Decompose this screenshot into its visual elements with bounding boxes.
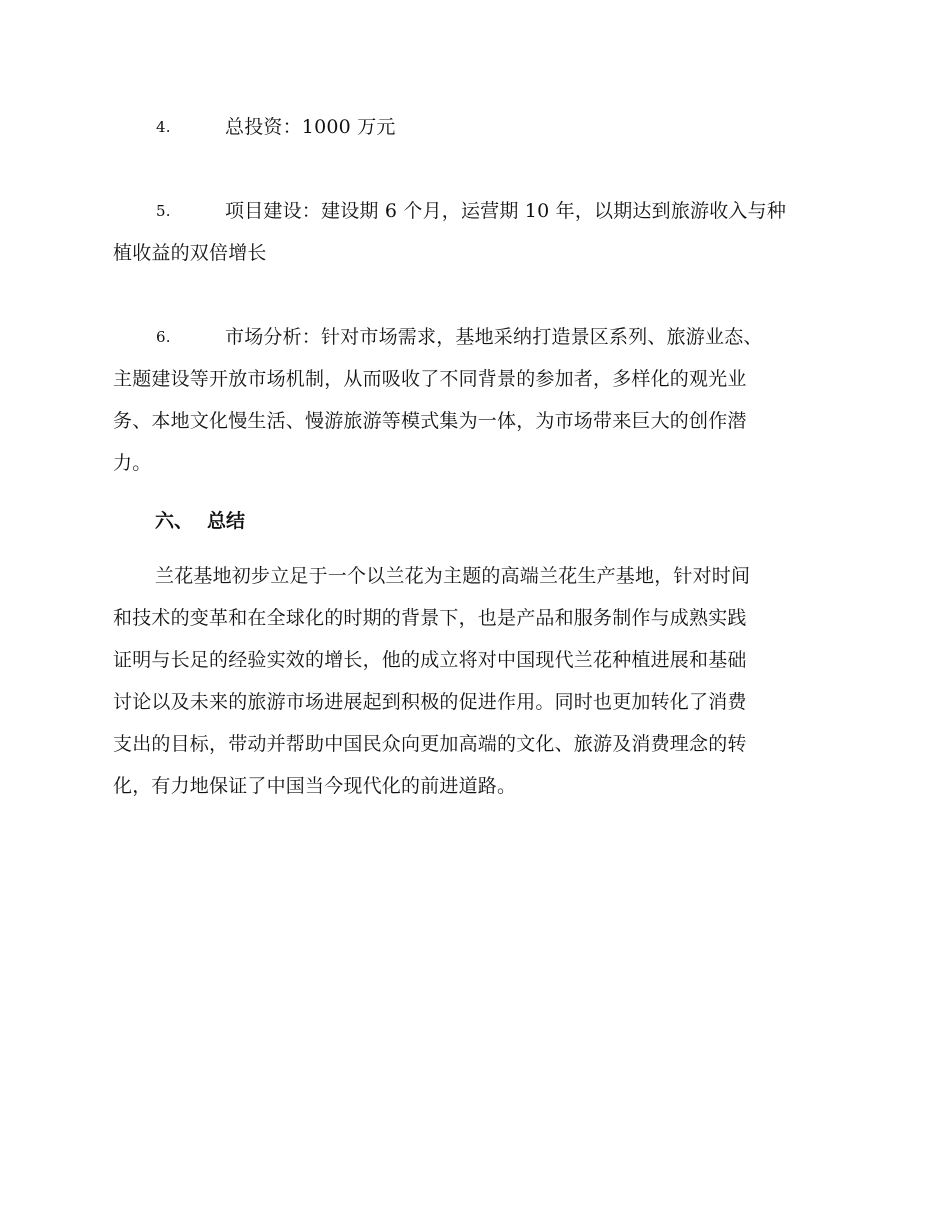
list-item-text-line: 项目建设：建设期 6 个月，运营期 10 年，以期达到旅游收入与种 (225, 200, 787, 222)
paragraph-line: 讨论以及未来的旅游市场进展起到积极的促进作用。同时也更加转化了消费 (113, 691, 747, 713)
paragraph-line: 证明与长足的经验实效的增长，他的成立将对中国现代兰花种植进展和基础 (113, 649, 747, 671)
list-item-text-line: 主题建设等开放市场机制，从而吸收了不同背景的参加者，多样化的观光业 (113, 368, 747, 390)
list-item-text-line: 植收益的双倍增长 (113, 242, 267, 264)
list-item-text-line: 市场分析：针对市场需求，基地采纳打造景区系列、旅游业态、 (225, 326, 763, 348)
list-item-number: 4. (156, 118, 171, 136)
paragraph-line: 和技术的变革和在全球化的时期的背景下，也是产品和服务制作与成熟实践 (113, 607, 747, 629)
paragraph-line: 支出的目标，带动并帮助中国民众向更加高端的文化、旅游及消费理念的转 (113, 733, 747, 755)
list-item-text-line: 总投资：1000 万元 (225, 116, 396, 138)
summary-paragraph (113, 555, 840, 807)
list-item-text-line: 务、本地文化慢生活、慢游旅游等模式集为一体，为市场带来巨大的创作潜 (113, 410, 747, 432)
list-item-number: 6. (156, 328, 171, 346)
section-heading-summary (155, 500, 245, 542)
list-item-text-line: 力。 (113, 452, 152, 474)
paragraph-line: 兰花基地初步立足于一个以兰花为主题的高端兰花生产基地，针对时间 (155, 565, 751, 587)
section-number: 六、 (155, 510, 194, 532)
list-item-market-analysis (113, 316, 840, 484)
list-item-investment (113, 106, 840, 148)
list-item-construction (113, 190, 840, 274)
paragraph-line: 化，有力地保证了中国当今现代化的前进道路。 (113, 775, 517, 797)
list-item-number: 5. (156, 202, 171, 220)
section-title: 总结 (207, 510, 246, 532)
